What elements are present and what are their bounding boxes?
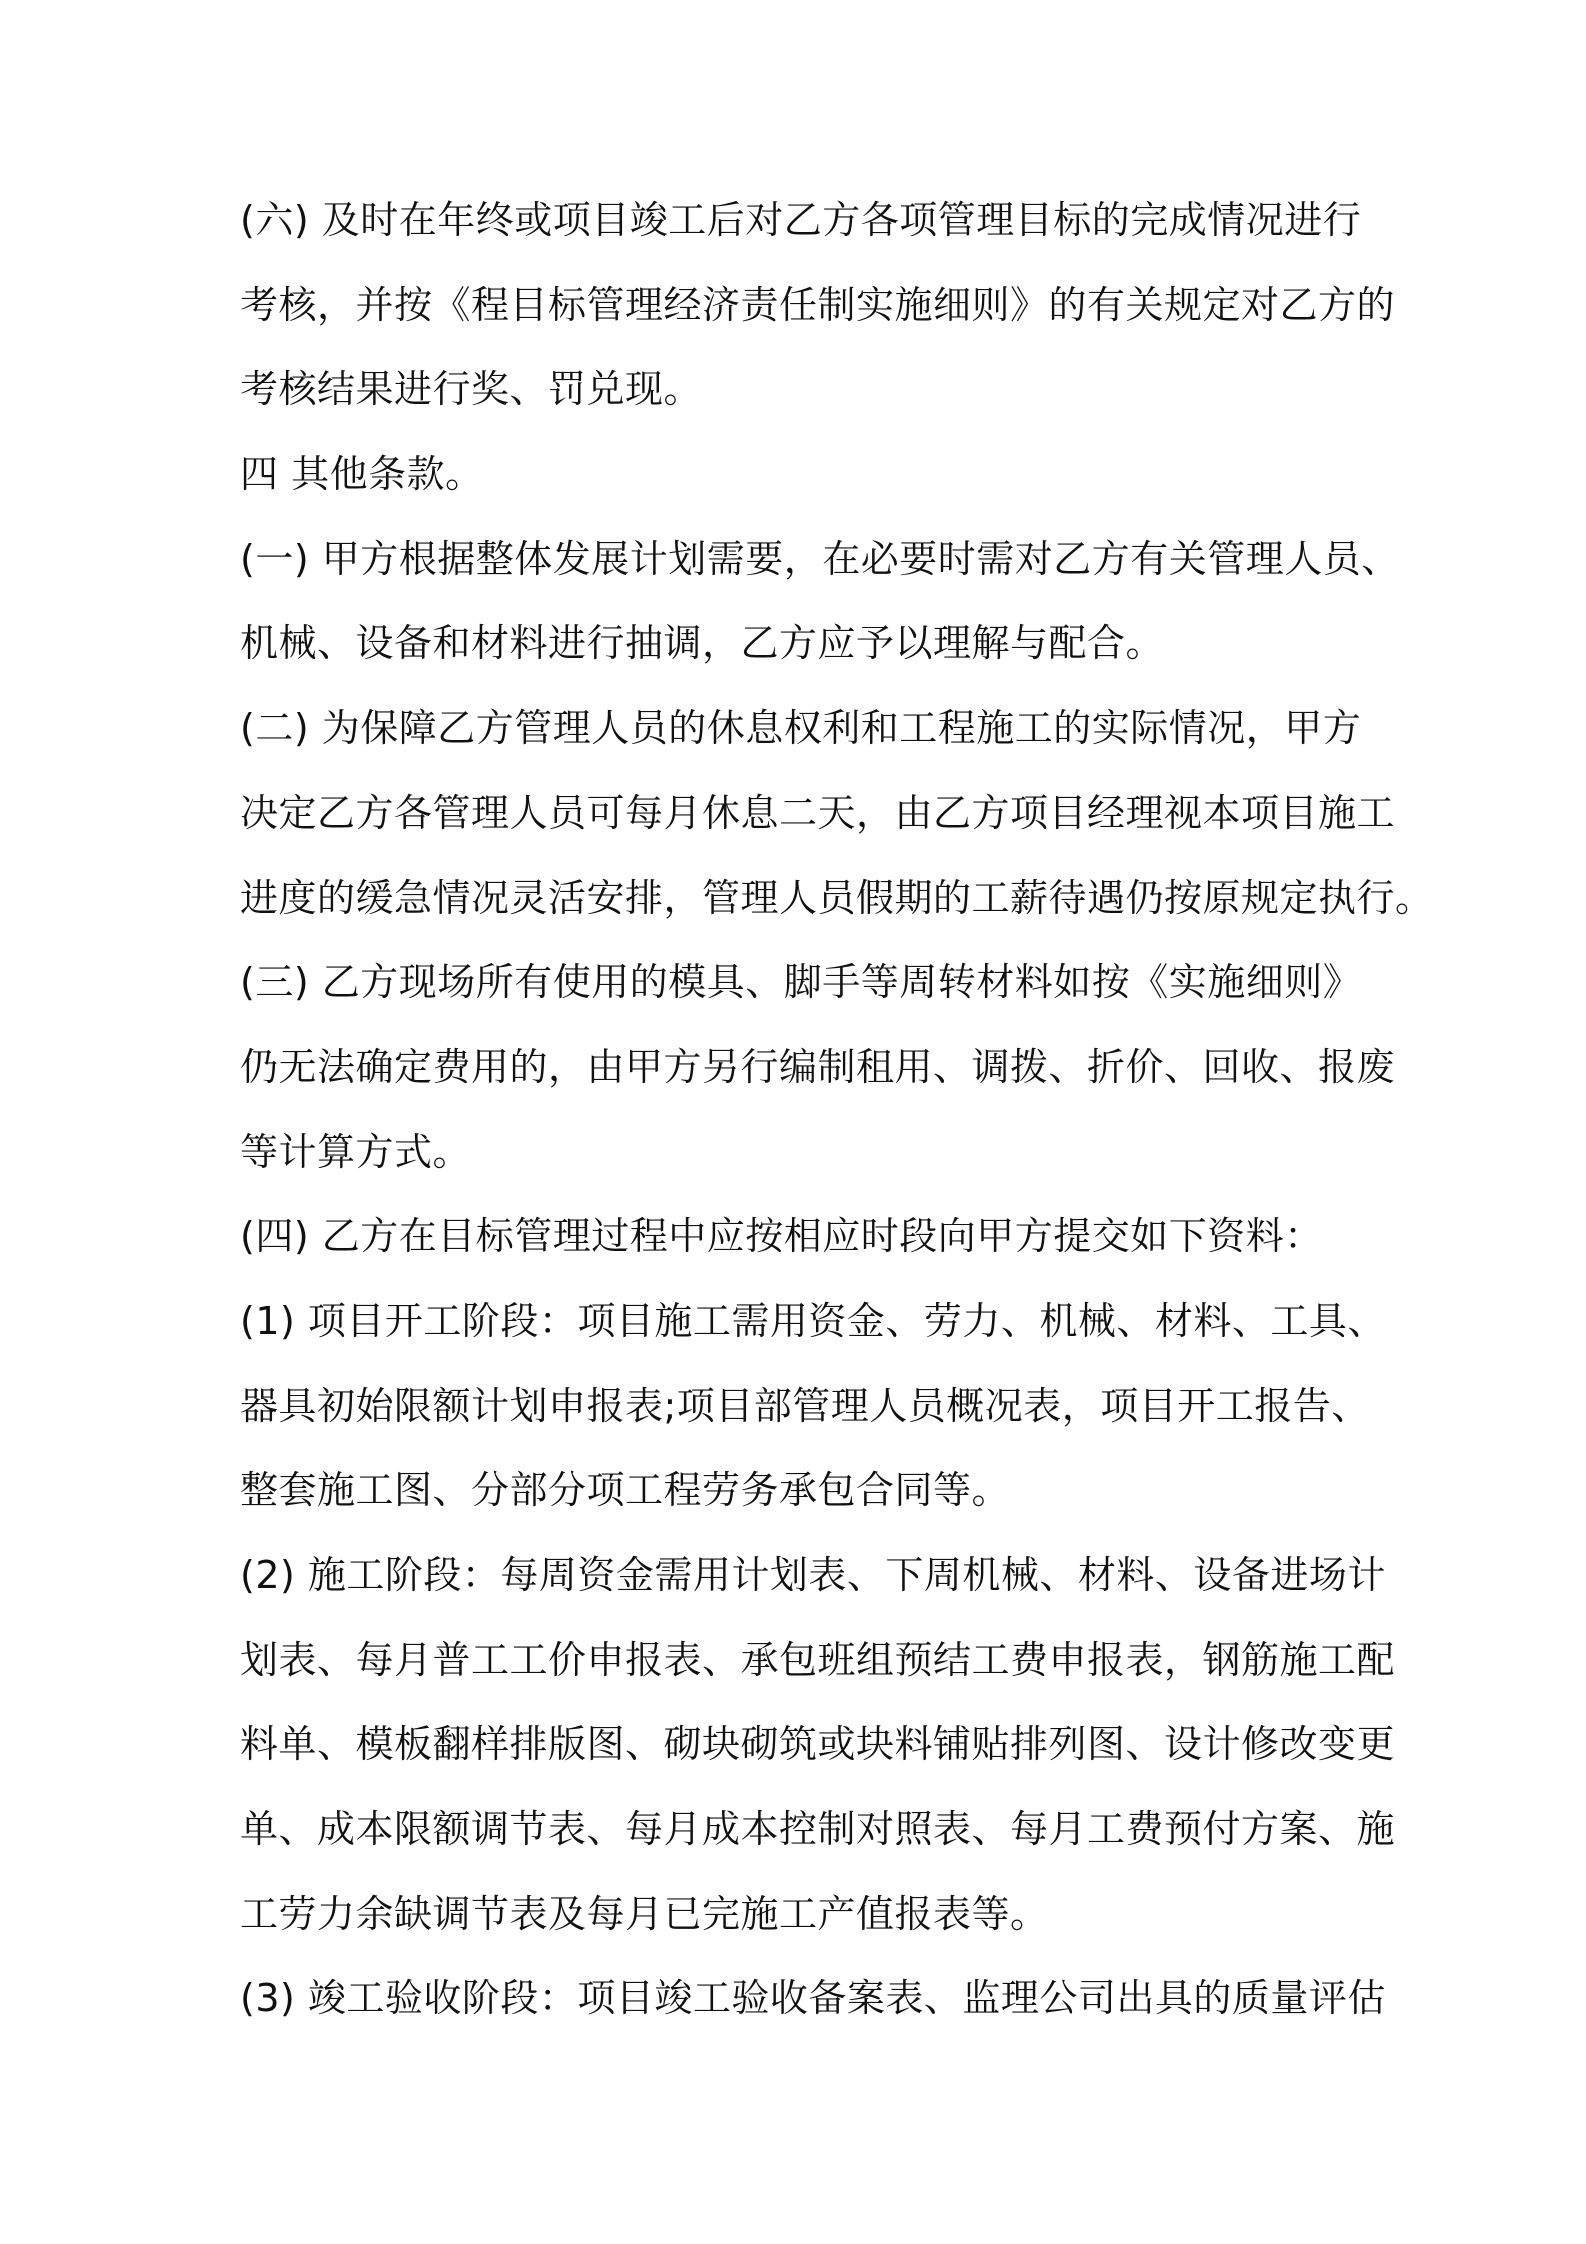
document-body (240, 190, 1434, 2053)
text-line: 仍无法确定费用的，由甲方另行编制租用、调拨、折价、回收、报废 (240, 1044, 1396, 1089)
text-line: 器具初始限额计划申报表;项目部管理人员概况表，项目开工报告、 (240, 1383, 1370, 1428)
text-line: 划表、每月普工工价申报表、承包班组预结工费申报表，钢筋施工配 (240, 1637, 1396, 1682)
text-line: (3) 竣工验收阶段：项目竣工验收备案表、监理公司出具的质量评估 (240, 1976, 1386, 2021)
text-line: (六) 及时在年终或项目竣工后对乙方各项管理目标的完成情况进行 (240, 198, 1362, 242)
text-line: (2) 施工阶段：每周资金需用计划表、下周机械、材料、设备进场计 (240, 1553, 1386, 1597)
text-line: 考核，并按《程目标管理经济责任制实施细则》的有关规定对乙方的 (240, 282, 1396, 327)
text-line: (四) 乙方在目标管理过程中应按相应时段向甲方提交如下资料： (240, 1214, 1323, 1259)
text-line: 考核结果进行奖、罚兑现。 (240, 367, 703, 412)
text-line: 机械、设备和材料进行抽调，乙方应予以理解与配合。 (240, 621, 1165, 666)
text-line: (1) 项目开工阶段：项目施工需用资金、劳力、机械、材料、工具、 (240, 1298, 1386, 1343)
text-line: (一) 甲方根据整体发展计划需要，在必要时需对乙方有关管理人员、 (240, 536, 1400, 581)
text-line: 整套施工图、分部分项工程劳务承包合同等。 (240, 1468, 1011, 1513)
text-line: 决定乙方各管理人员可每月休息二天，由乙方项目经理视本项目施工 (240, 790, 1396, 835)
text-line: 单、成本限额调节表、每月成本控制对照表、每月工费预付方案、施 (240, 1807, 1396, 1852)
text-line: (二) 为保障乙方管理人员的休息权利和工程施工的实际情况，甲方 (240, 706, 1362, 751)
text-line: 料单、模板翻样排版图、砌块砌筑或块料铺贴排列图、设计修改变更 (240, 1722, 1396, 1767)
text-line: 等计算方式。 (240, 1129, 472, 1174)
text-line: 进度的缓急情况灵活安排，管理人员假期的工薪待遇仍按原规定执行。 (240, 875, 1434, 920)
text-line: (三) 乙方现场所有使用的模具、脚手等周转材料如按《实施细则》 (240, 960, 1362, 1005)
section-heading: 四 其他条款。 (240, 452, 484, 497)
text-line: 工劳力余缺调节表及每月已完施工产值报表等。 (240, 1891, 1049, 1936)
